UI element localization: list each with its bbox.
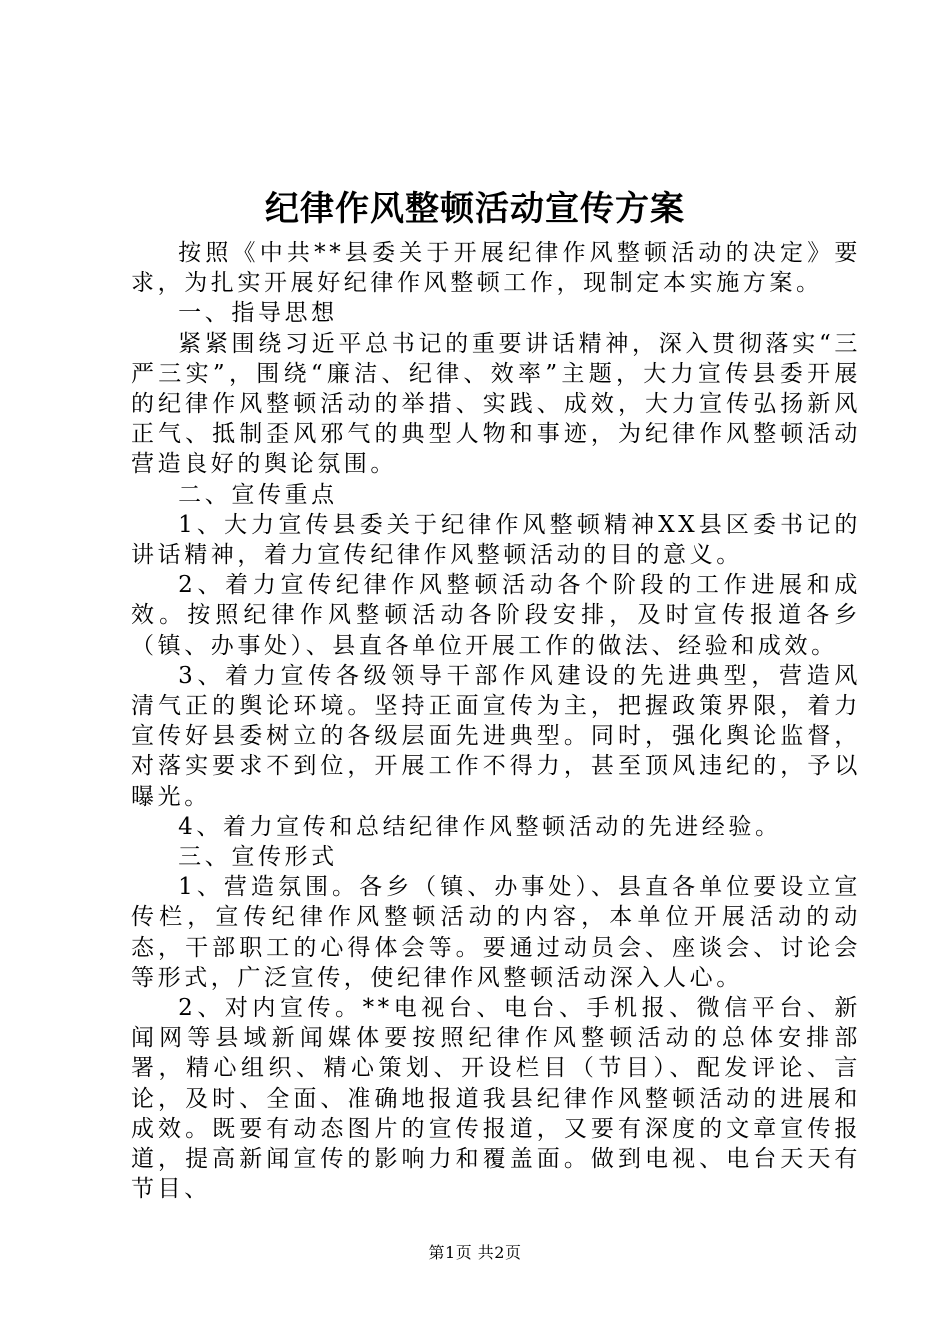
document-title: 纪律作风整顿活动宣传方案	[265, 189, 685, 229]
page-number-footer: 第1页 共2页	[428, 1243, 522, 1262]
section-heading-guiding-thought: 一、指导思想	[178, 300, 338, 327]
form-item-1: 1、营造氛围。各乡（镇、办事处）、县直各单位要设立宣传栏，宣传纪律作风整顿活动的内容，本单位开展活动的动态，干部职工的心得体会等。要通过动员会、座谈会、讨论会等形式，广泛宣传，使纪律作风整顿活动深入人心。	[131, 874, 861, 991]
form-item-2: 2、对内宣传。**电视台、电台、手机报、微信平台、新闻网等县域新闻媒体要按照纪律作风整顿活动的总体安排部署，精心组织、精心策划、开设栏目（节目）、配发评论、言论，及时、全面、准确地报道我县纪律作风整顿活动的进展和成效。既要有动态图片的宣传报道，又要有深度的文章宣传报道，提高新闻宣传的影响力和覆盖面。做到电视、电台天天有节目、	[131, 995, 861, 1203]
focus-item-1: 1、大力宣传县委关于纪律作风整顿精神XX县区委书记的讲话精神，着力宣传纪律作风整顿活动的目的意义。	[131, 511, 861, 569]
section-heading-publicity-forms: 三、宣传形式	[178, 844, 338, 871]
focus-item-2: 2、着力宣传纪律作风整顿活动各个阶段的工作进展和成效。按照纪律作风整顿活动各阶段安排，及时宣传报道各乡（镇、办事处）、县直各单位开展工作的做法、经验和成效。	[131, 572, 861, 659]
guiding-thought-paragraph: 紧紧围绕习近平总书记的重要讲话精神，深入贯彻落实“三严三实”，围绕“廉洁、纪律、效率”主题，大力宣传县委开展的纪律作风整顿活动的举措、实践、成效，大力宣传弘扬新风正气、抵制歪风邪气的典型人物和事迹，为纪律作风整顿活动营造良好的舆论氛围。	[131, 330, 861, 478]
focus-item-3: 3、着力宣传各级领导干部作风建设的先进典型，营造风清气正的舆论环境。坚持正面宣传为主，把握政策界限，着力宣传好县委树立的各级层面先进典型。同时，强化舆论监督，对落实要求不到位，开展工作不得力，甚至顶风违纪的，予以曝光。	[131, 662, 861, 810]
intro-paragraph: 按照《中共**县委关于开展纪律作风整顿活动的决定》要求，为扎实开展好纪律作风整顿工作，现制定本实施方案。	[131, 240, 861, 297]
section-heading-publicity-focus: 二、宣传重点	[178, 481, 338, 508]
focus-item-4: 4、着力宣传和总结纪律作风整顿活动的先进经验。	[178, 813, 782, 840]
document-body	[131, 238, 861, 1205]
